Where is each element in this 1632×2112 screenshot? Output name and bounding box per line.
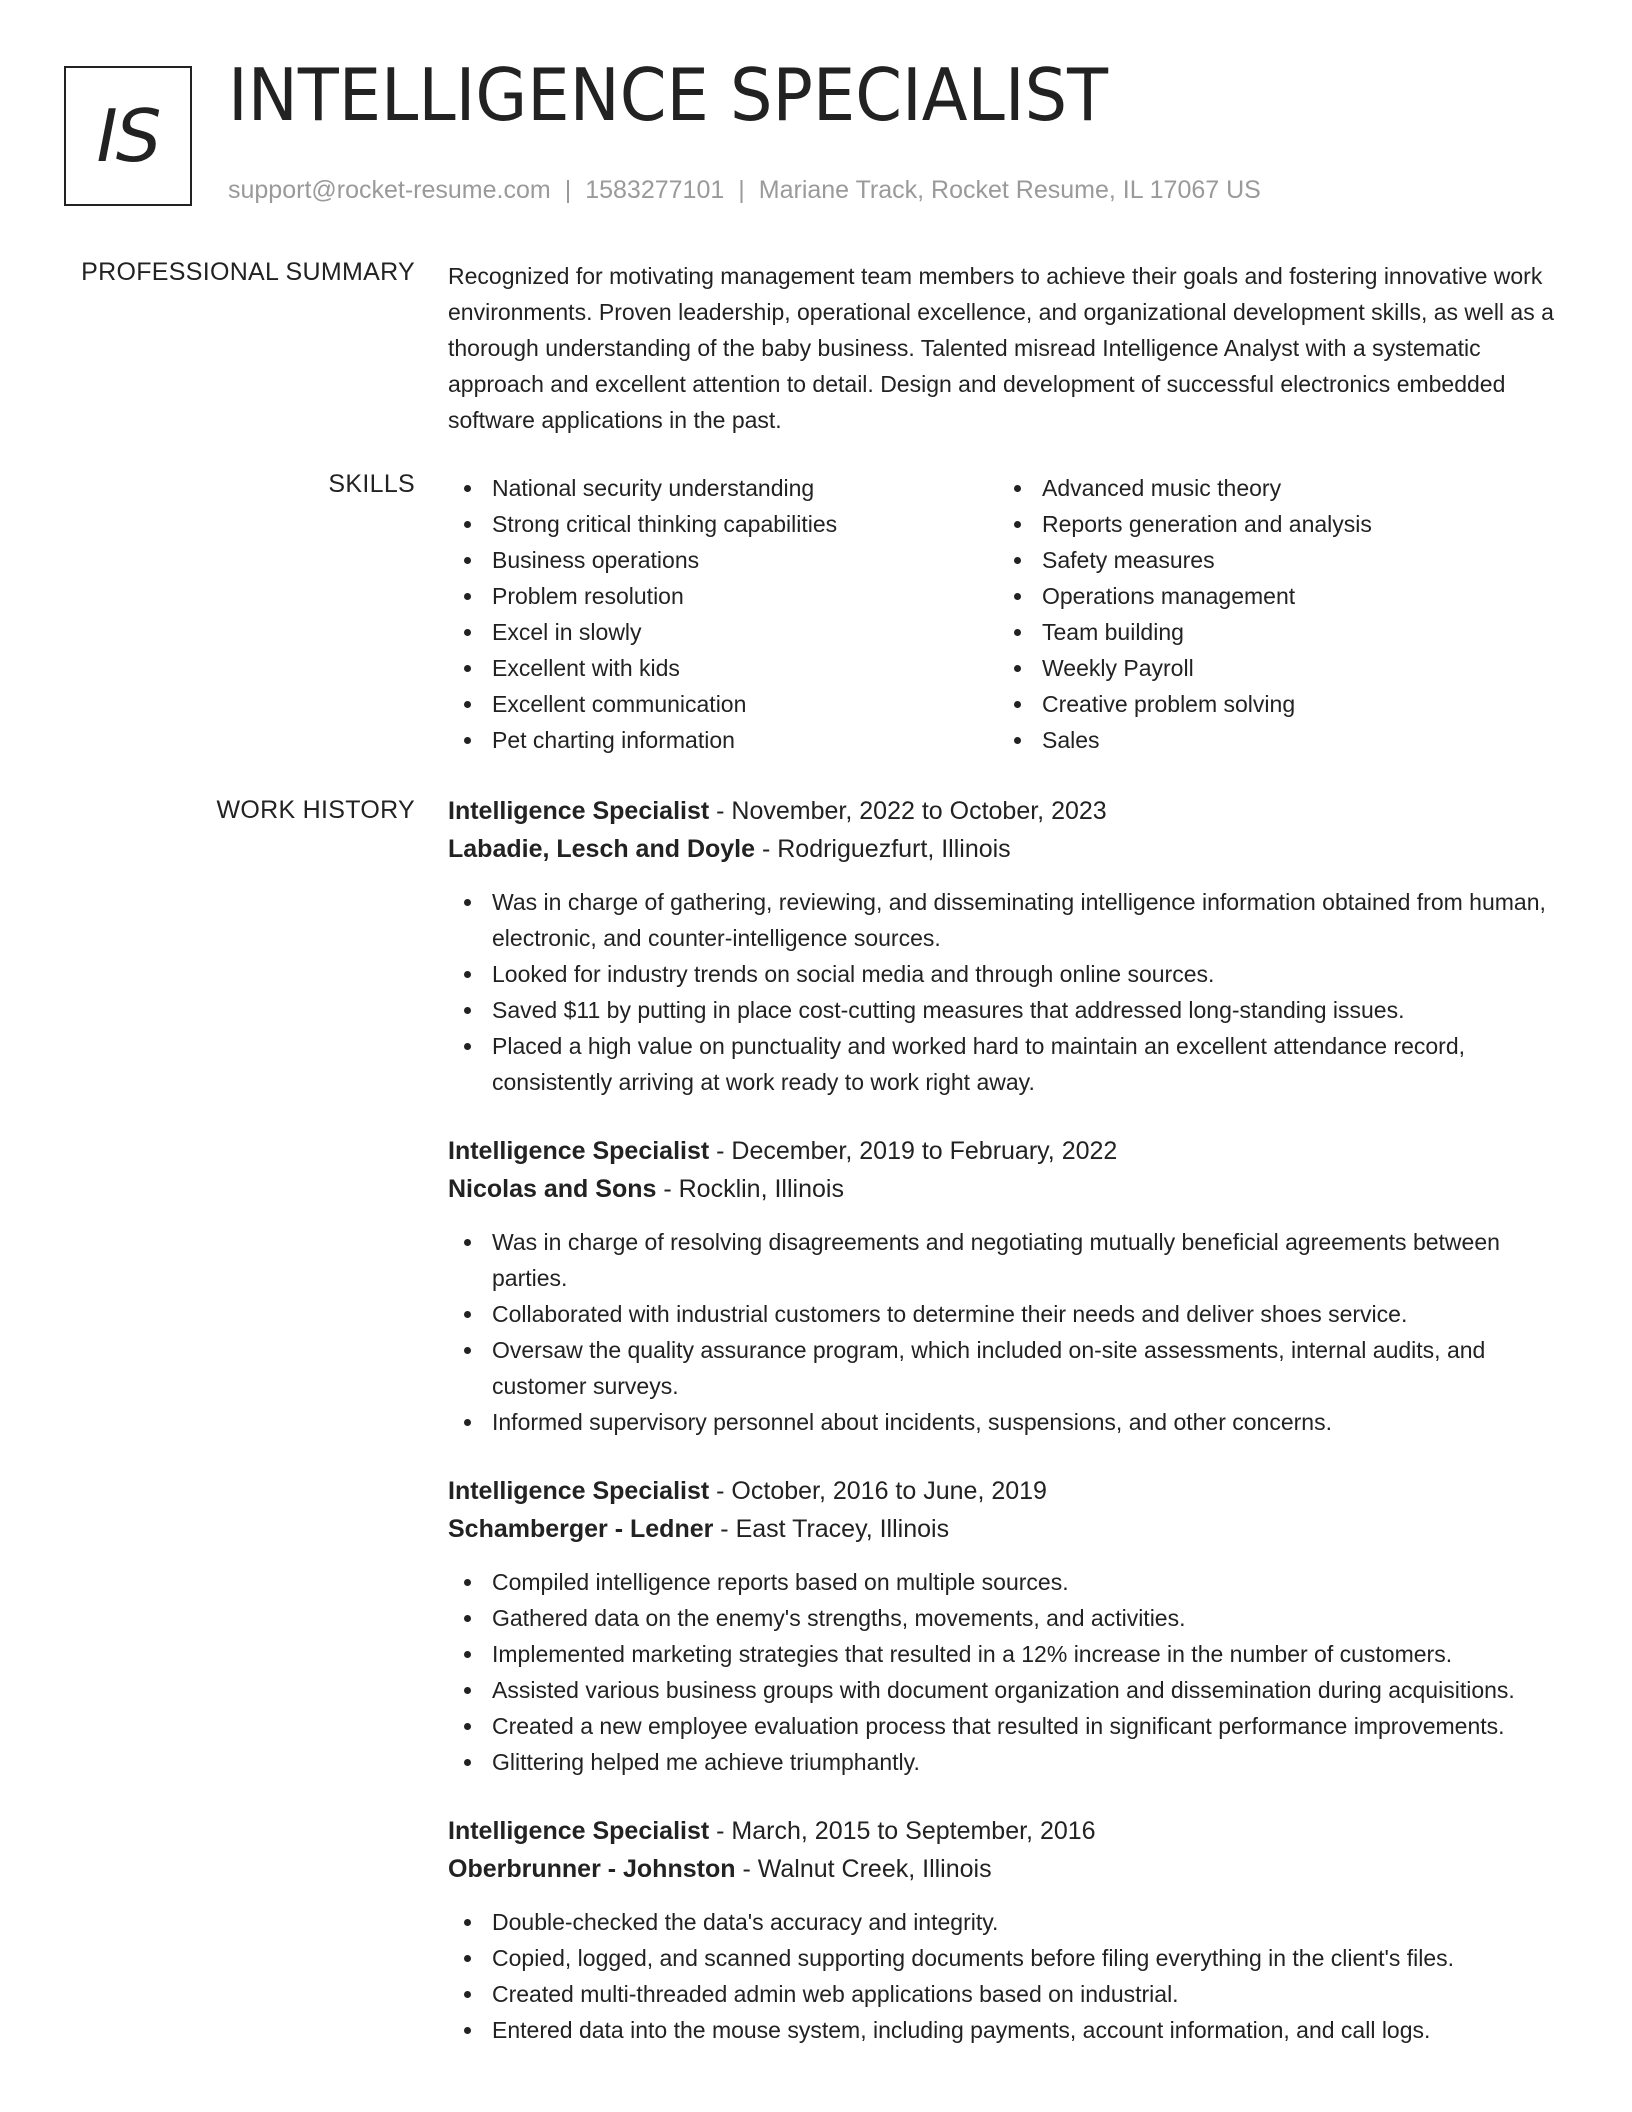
job-dates: - December, 2019 to February, 2022 bbox=[709, 1137, 1118, 1165]
list-item: Business operations bbox=[448, 542, 998, 578]
list-item: Problem resolution bbox=[448, 578, 998, 614]
job-title: Intelligence Specialist bbox=[448, 797, 710, 825]
list-item: Compiled intelligence reports based on multiple sources. bbox=[448, 1564, 1568, 1600]
job-company-line bbox=[448, 1850, 1568, 1888]
job-title-line bbox=[448, 1472, 1568, 1510]
page-title: INTELLIGENCE SPECIALIST bbox=[228, 53, 1108, 137]
job-title: Intelligence Specialist bbox=[448, 1137, 710, 1165]
job-entry bbox=[448, 1812, 1568, 2048]
list-item: Created multi-threaded admin web applications based on industrial. bbox=[448, 1976, 1568, 2012]
list-item: Sales bbox=[998, 722, 1548, 758]
job-company: Oberbrunner - Johnston bbox=[448, 1855, 736, 1883]
job-title-line bbox=[448, 1812, 1568, 1850]
work-history-list bbox=[448, 792, 1568, 2080]
list-item: Team building bbox=[998, 614, 1548, 650]
list-item: Assisted various business groups with document organization and dissemination during acquisitions. bbox=[448, 1672, 1568, 1708]
job-entry bbox=[448, 1472, 1568, 1780]
contact-phone[interactable]: 1583277101 bbox=[585, 176, 725, 204]
list-item: Placed a high value on punctuality and worked hard to maintain an excellent attendance record, consistently arriving at work ready to work right away. bbox=[448, 1028, 1568, 1100]
list-item: Excel in slowly bbox=[448, 614, 998, 650]
job-dates: - March, 2015 to September, 2016 bbox=[709, 1817, 1096, 1845]
job-location: - Rocklin, Illinois bbox=[656, 1175, 844, 1203]
list-item: Creative problem solving bbox=[998, 686, 1548, 722]
section-label-summary: PROFESSIONAL SUMMARY bbox=[81, 258, 415, 286]
job-title-line bbox=[448, 1132, 1568, 1170]
list-item: Double-checked the data's accuracy and integrity. bbox=[448, 1904, 1568, 1940]
list-item: Saved $11 by putting in place cost-cutting measures that addressed long-standing issues. bbox=[448, 992, 1568, 1028]
job-dates: - October, 2016 to June, 2019 bbox=[709, 1477, 1047, 1505]
contact-separator: | bbox=[564, 176, 572, 204]
list-item: Excellent communication bbox=[448, 686, 998, 722]
skills-list-left bbox=[448, 470, 998, 758]
job-company: Labadie, Lesch and Doyle bbox=[448, 835, 756, 863]
job-title: Intelligence Specialist bbox=[448, 1817, 710, 1845]
list-item: Was in charge of resolving disagreements and negotiating mutually beneficial agreements between parties. bbox=[448, 1224, 1568, 1296]
list-item: Gathered data on the enemy's strengths, movements, and activities. bbox=[448, 1600, 1568, 1636]
contact-line bbox=[228, 176, 1261, 205]
list-item: Implemented marketing strategies that resulted in a 12% increase in the number of customers. bbox=[448, 1636, 1568, 1672]
job-title: Intelligence Specialist bbox=[448, 1477, 710, 1505]
contact-email[interactable]: support@rocket-resume.com bbox=[228, 176, 551, 204]
job-location: - Walnut Creek, Illinois bbox=[735, 1855, 992, 1883]
list-item: Was in charge of gathering, reviewing, and disseminating intelligence information obtained from human, electronic, and counter-intelligence sources. bbox=[448, 884, 1568, 956]
job-location: - Rodriguezfurt, Illinois bbox=[755, 835, 1011, 863]
list-item: Copied, logged, and scanned supporting documents before filing everything in the client's files. bbox=[448, 1940, 1568, 1976]
list-item: Informed supervisory personnel about incidents, suspensions, and other concerns. bbox=[448, 1404, 1568, 1440]
list-item: National security understanding bbox=[448, 470, 998, 506]
list-item: Advanced music theory bbox=[998, 470, 1548, 506]
list-item: Reports generation and analysis bbox=[998, 506, 1548, 542]
list-item: Looked for industry trends on social media and through online sources. bbox=[448, 956, 1568, 992]
job-entry bbox=[448, 792, 1568, 1100]
list-item: Safety measures bbox=[998, 542, 1548, 578]
list-item: Excellent with kids bbox=[448, 650, 998, 686]
list-item: Collaborated with industrial customers to determine their needs and deliver shoes service. bbox=[448, 1296, 1568, 1332]
job-title-line bbox=[448, 792, 1568, 830]
job-dates: - November, 2022 to October, 2023 bbox=[709, 797, 1107, 825]
job-company: Schamberger - Ledner bbox=[448, 1515, 714, 1543]
job-location: - East Tracey, Illinois bbox=[713, 1515, 950, 1543]
list-item: Entered data into the mouse system, including payments, account information, and call logs. bbox=[448, 2012, 1568, 2048]
summary-text: Recognized for motivating management team members to achieve their goals and fostering innovative work environments. Proven leadership, operational excellence, and organizational development skills, as well as a thorough understanding of the baby business. Talented misread Intelligence Analyst with a systematic approach and excellent attention to detail. Design and development of successful electronics embedded software applications in the past. bbox=[448, 263, 1554, 433]
list-item: Glittering helped me achieve triumphantly. bbox=[448, 1744, 1568, 1780]
contact-separator: | bbox=[738, 176, 745, 204]
job-bullets bbox=[448, 1224, 1568, 1440]
job-entry bbox=[448, 1132, 1568, 1440]
skills-list-right bbox=[998, 470, 1548, 758]
job-bullets bbox=[448, 1904, 1568, 2048]
job-bullets bbox=[448, 884, 1568, 1100]
monogram-logo: IS bbox=[64, 66, 192, 206]
list-item: Weekly Payroll bbox=[998, 650, 1548, 686]
list-item: Pet charting information bbox=[448, 722, 998, 758]
list-item: Oversaw the quality assurance program, which included on-site assessments, internal audits, and customer surveys. bbox=[448, 1332, 1568, 1404]
contact-address: Mariane Track, Rocket Resume, IL 17067 US bbox=[758, 176, 1261, 204]
job-bullets bbox=[448, 1564, 1568, 1780]
job-company-line bbox=[448, 830, 1568, 868]
list-item: Created a new employee evaluation process that resulted in significant performance improvements. bbox=[448, 1708, 1568, 1744]
list-item: Operations management bbox=[998, 578, 1548, 614]
job-company: Nicolas and Sons bbox=[448, 1175, 657, 1203]
list-item: Strong critical thinking capabilities bbox=[448, 506, 998, 542]
section-label-work-history: WORK HISTORY bbox=[216, 796, 415, 824]
job-company-line bbox=[448, 1170, 1568, 1208]
job-company-line bbox=[448, 1510, 1568, 1548]
section-label-skills: SKILLS bbox=[328, 470, 415, 498]
